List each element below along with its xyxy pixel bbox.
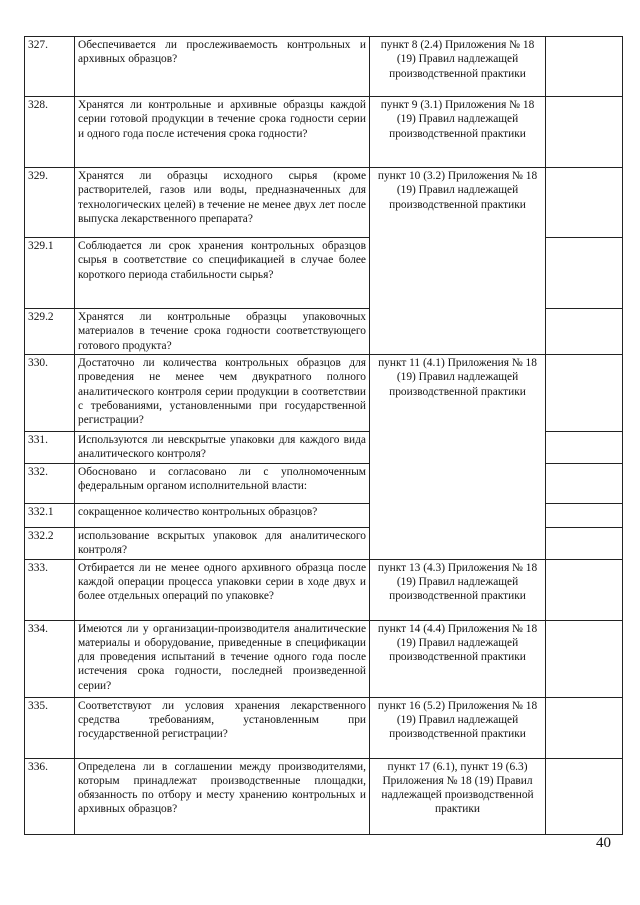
answer-cell[interactable] [546,527,623,559]
table-row [25,697,623,758]
question-text: Используются ли невскрытые упаковки для каждого вида аналитического контроля? [75,432,370,464]
row-number: 327. [25,37,75,97]
answer-cell[interactable] [546,503,623,527]
row-number: 329. [25,168,75,238]
page-number: 40 [596,835,611,851]
answer-cell[interactable] [546,97,623,168]
reference-cell: пункт 10 (3.2) Приложения № 18 (19) Правил надлежащей производственной практики [370,168,546,355]
table-row [25,37,623,97]
answer-cell[interactable] [546,309,623,355]
row-number: 329.1 [25,238,75,309]
table-row [25,559,623,620]
answer-cell[interactable] [546,620,623,697]
row-number: 332.1 [25,503,75,527]
question-text: Соответствуют ли условия хранения лекарственного средства требованиям, установленным при государственной регистрации? [75,697,370,758]
answer-cell[interactable] [546,168,623,238]
question-text: Хранятся ли образцы исходного сырья (кроме растворителей, газов или воды, предназначенных для технологических целей) в течение не менее двух лет после выпуска лекарственного препарата? [75,168,370,238]
table-row [25,168,623,238]
row-number: 332.2 [25,527,75,559]
answer-cell[interactable] [546,758,623,834]
table-row [25,97,623,168]
table-row [25,355,623,432]
question-text: использование вскрытых упаковок для аналитического контроля? [75,527,370,559]
checklist-table [24,36,623,835]
row-number: 332. [25,463,75,503]
question-text: Отбирается ли не менее одного архивного образца после каждой операции процесса упаковки серии в ходе двух и более отдельных операций по упаковке? [75,559,370,620]
question-text: Определена ли в соглашении между производителями, которым принадлежат производственные площадки, обязанность по отбору и месту хранению контрольных и архивных образцов? [75,758,370,834]
reference-cell: пункт 16 (5.2) Приложения № 18 (19) Правил надлежащей производственной практики [370,697,546,758]
question-text: Обеспечивается ли прослеживаемость контрольных и архивных образцов? [75,37,370,97]
question-text: сокращенное количество контрольных образцов? [75,503,370,527]
answer-cell[interactable] [546,355,623,432]
reference-cell: пункт 17 (6.1), пункт 19 (6.3) Приложения № 18 (19) Правил надлежащей производственной практики [370,758,546,834]
row-number: 335. [25,697,75,758]
reference-cell: пункт 13 (4.3) Приложения № 18 (19) Правил надлежащей производственной практики [370,559,546,620]
question-text: Обосновано и согласовано ли с уполномоченным федеральным органом исполнительной власти: [75,463,370,503]
answer-cell[interactable] [546,559,623,620]
reference-cell: пункт 11 (4.1) Приложения № 18 (19) Правил надлежащей производственной практики [370,355,546,560]
table-row [25,758,623,834]
answer-cell[interactable] [546,432,623,464]
row-number: 333. [25,559,75,620]
question-text: Имеются ли у организации-производителя аналитические материалы и оборудование, приведенные в спецификации для проведения испытаний в течение одного года после истечения срока годности, последней произведенной серии? [75,620,370,697]
reference-cell: пункт 8 (2.4) Приложения № 18 (19) Правил надлежащей производственной практики [370,37,546,97]
question-text: Хранятся ли контрольные и архивные образцы каждой серии готовой продукции в течение срока годности серии и одного года после истечения срока годности? [75,97,370,168]
table-row [25,620,623,697]
row-number: 336. [25,758,75,834]
reference-cell: пункт 9 (3.1) Приложения № 18 (19) Правил надлежащей производственной практики [370,97,546,168]
row-number: 331. [25,432,75,464]
answer-cell[interactable] [546,238,623,309]
row-number: 330. [25,355,75,432]
question-text: Достаточно ли количества контрольных образцов для проведения не менее чем двукратного полного аналитического контроля серии продукции в соответствии с требованиями, установленными при государственной регистрации? [75,355,370,432]
reference-cell: пункт 14 (4.4) Приложения № 18 (19) Правил надлежащей производственной практики [370,620,546,697]
answer-cell[interactable] [546,37,623,97]
question-text: Хранятся ли контрольные образцы упаковочных материалов в течение срока годности соответствующего готового продукта? [75,309,370,355]
row-number: 329.2 [25,309,75,355]
answer-cell[interactable] [546,697,623,758]
question-text: Соблюдается ли срок хранения контрольных образцов сырья в соответствие со спецификацией в случае более короткого периода стабильности сырья? [75,238,370,309]
row-number: 328. [25,97,75,168]
answer-cell[interactable] [546,463,623,503]
row-number: 334. [25,620,75,697]
